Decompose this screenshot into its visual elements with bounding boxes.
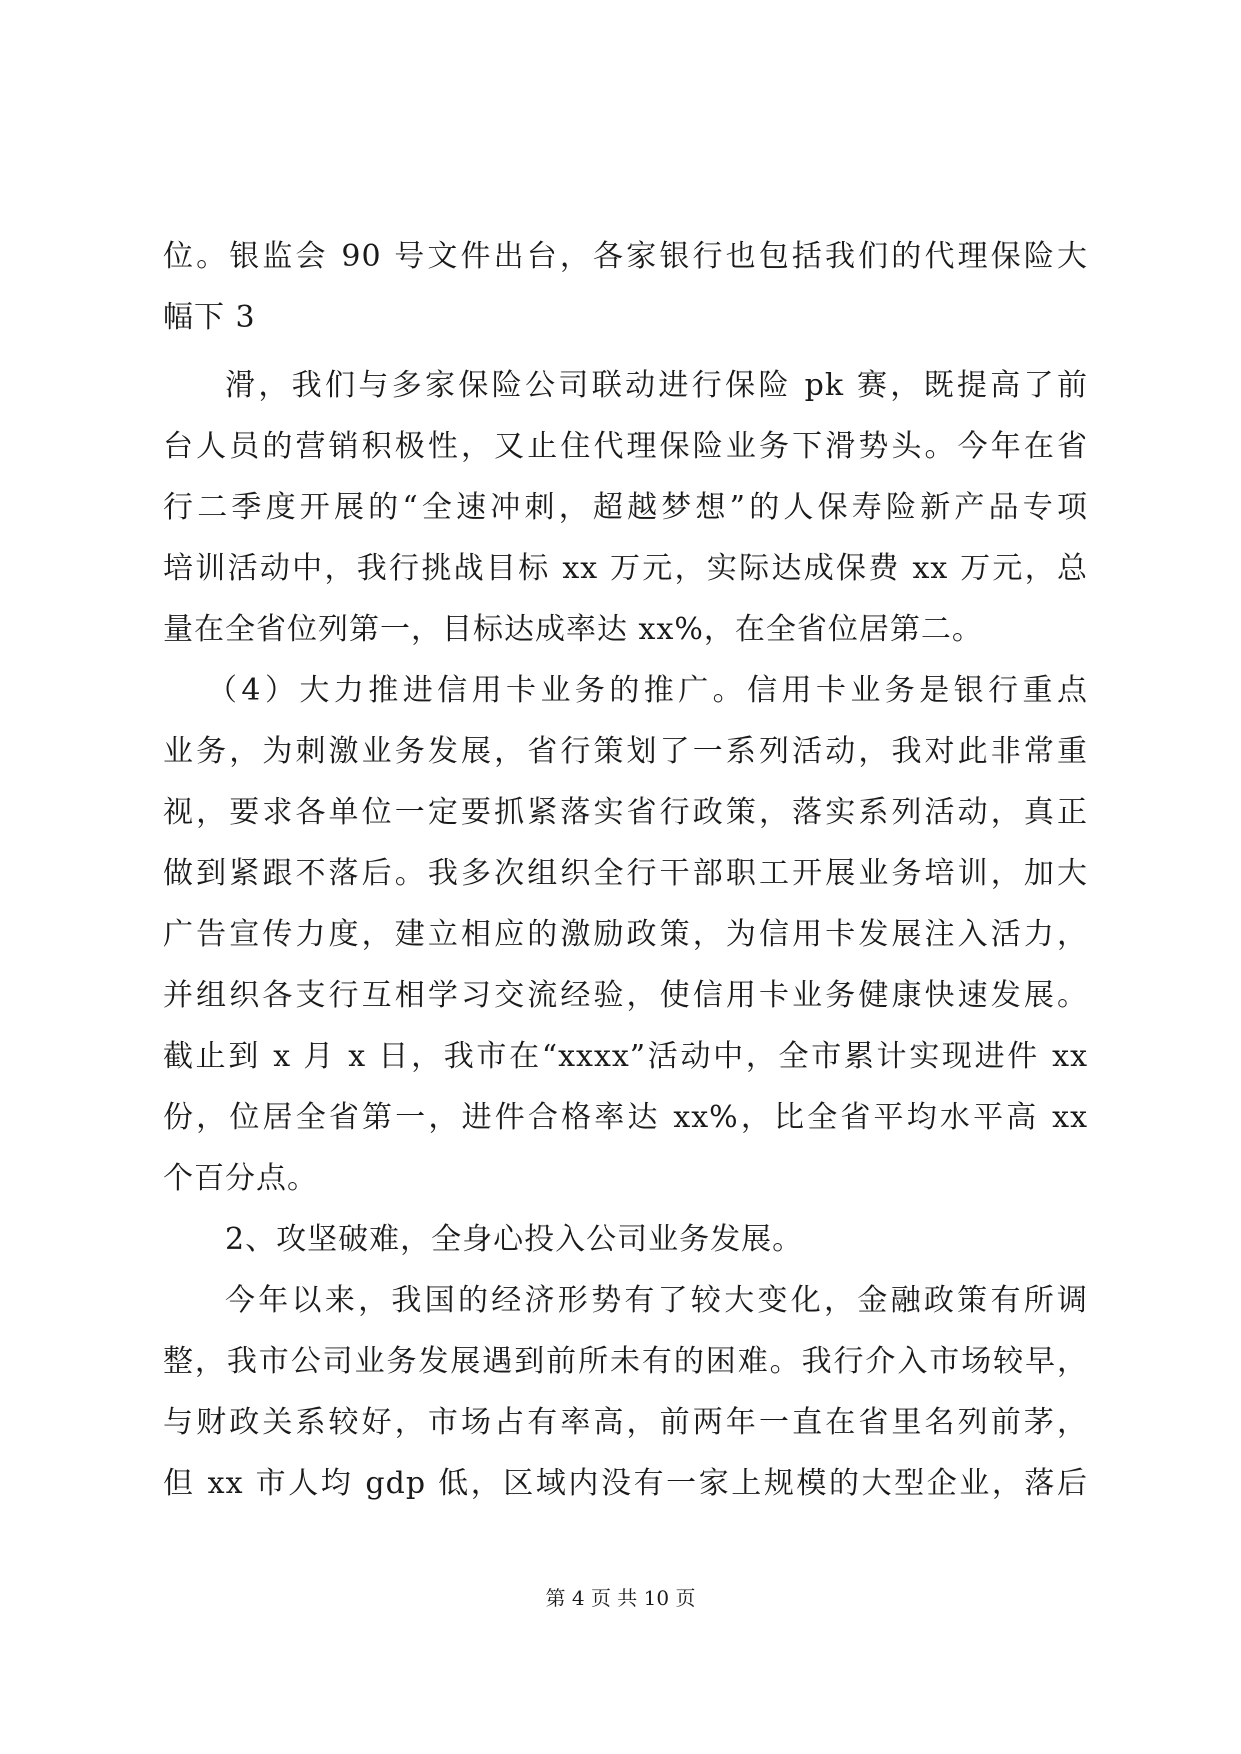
text-line: 做到紧跟不落后。我多次组织全行干部职工开展业务培训，加大 xyxy=(163,856,1088,891)
document-body xyxy=(163,226,1088,1514)
text-line: 今年以来，我国的经济形势有了较大变化，金融政策有所调 xyxy=(225,1283,1088,1318)
text-line: 视，要求各单位一定要抓紧落实省行政策，落实系列活动，真正 xyxy=(163,795,1088,830)
text-line: 但 xx 市人均 gdp 低，区域内没有一家上规模的大型企业，落后 xyxy=(163,1466,1088,1501)
text-line: 行二季度开展的“全速冲刺，超越梦想”的人保寿险新产品专项 xyxy=(163,490,1088,525)
text-line: 整，我市公司业务发展遇到前所未有的困难。我行介入市场较早， xyxy=(163,1344,1088,1379)
text-line: 广告宣传力度，建立相应的激励政策，为信用卡发展注入活力， xyxy=(163,917,1088,952)
section-heading: 2、攻坚破难，全身心投入公司业务发展。 xyxy=(225,1222,804,1257)
text-line: 个百分点。 xyxy=(163,1161,318,1196)
text-line: 份，位居全省第一，进件合格率达 xx%，比全省平均水平高 xx xyxy=(163,1100,1088,1135)
text-line: 幅下 3 xyxy=(163,300,256,335)
text-line: 量在全省位列第一，目标达成率达 xx%，在全省位居第二。 xyxy=(163,612,983,647)
text-line: 培训活动中，我行挑战目标 xx 万元，实际达成保费 xx 万元，总 xyxy=(163,551,1088,586)
text-line: （4）大力推进信用卡业务的推广。信用卡业务是银行重点 xyxy=(207,673,1088,708)
text-line: 滑，我们与多家保险公司联动进行保险 pk 赛，既提高了前 xyxy=(225,368,1088,403)
text-line: 台人员的营销积极性，又止住代理保险业务下滑势头。今年在省 xyxy=(163,429,1088,464)
text-line: 与财政关系较好，市场占有率高，前两年一直在省里名列前茅， xyxy=(163,1405,1088,1440)
page-number-footer: 第 4 页 共 10 页 xyxy=(545,1586,696,1610)
text-line: 并组织各支行互相学习交流经验，使信用卡业务健康快速发展。 xyxy=(163,978,1088,1013)
text-line: 位。银监会 90 号文件出台，各家银行也包括我们的代理保险大 xyxy=(163,239,1088,274)
text-line: 业务，为刺激业务发展，省行策划了一系列活动，我对此非常重 xyxy=(163,734,1088,769)
text-line: 截止到 x 月 x 日，我市在“xxxx”活动中，全市累计实现进件 xx xyxy=(163,1039,1088,1074)
